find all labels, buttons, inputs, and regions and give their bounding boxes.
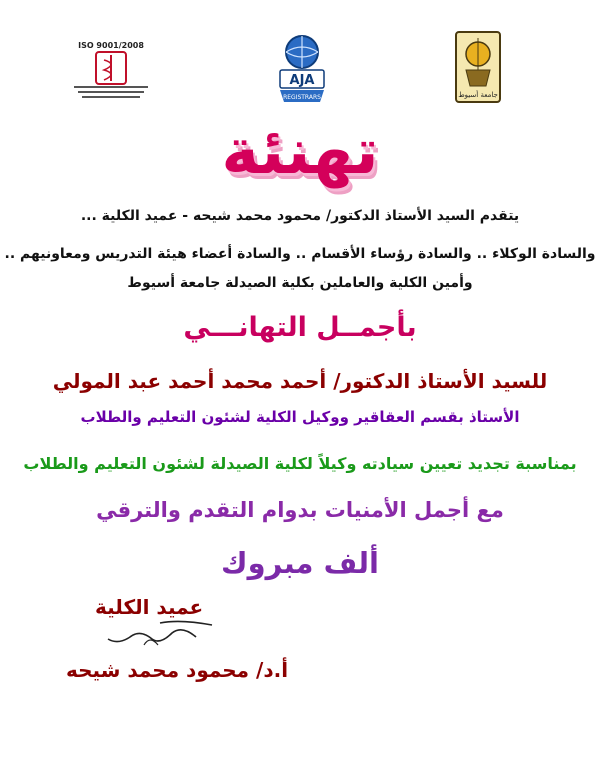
dean-label: عميد الكلية <box>95 595 204 619</box>
honoree-role: الأستاذ بقسم العقاقير ووكيل الكلية لشئون التعليم والطلاب <box>80 408 520 426</box>
title-banner <box>0 112 600 192</box>
dean-name: أ.د/ محمود محمد شيحه <box>66 658 289 682</box>
intro-line-1: يتقدم السيد الأستاذ الدكتور/ محمود محمد شيحه - عميد الكلية ... <box>80 208 520 224</box>
greeting-heading: بأجمــل التهانـــي <box>183 312 417 343</box>
registrars-text: REGISTRARS <box>283 94 321 101</box>
wishes-text: مع أجمل الأمنيات بدوام التقدم والترقي <box>96 498 504 522</box>
handwritten-signature <box>100 615 220 651</box>
occasion-text: بمناسبة تجديد تعيين سيادته وكيلاً لكلية الصيدلة لشئون التعليم والطلاب <box>23 454 577 473</box>
aja-text: AJA <box>289 73 315 88</box>
intro-line-3: وأمين الكلية والعاملين بكلية الصيدلة جامعة أسيوط <box>127 275 473 291</box>
congrats-text: ألف مبروك <box>221 546 379 580</box>
aja-registrars-logo <box>276 32 328 106</box>
university-emblem-icon <box>466 38 490 86</box>
iso-text: ISO 9001/2008 <box>78 41 144 50</box>
intro-line-2: والسادة الوكلاء .. والسادة رؤساء الأقسام .. والسادة أعضاء هيئة التدريس ومعاونيهم .. <box>4 246 596 262</box>
congratulations-title: تهنئة <box>221 115 379 189</box>
assiut-university-logo <box>452 30 504 104</box>
iso-certification-logo <box>70 38 152 100</box>
honoree-name: للسيد الأستاذ الدكتور/ أحمد محمد أحمد عبد المولي <box>52 369 548 393</box>
logo-right-text: جامعة أسيوط <box>458 91 498 99</box>
